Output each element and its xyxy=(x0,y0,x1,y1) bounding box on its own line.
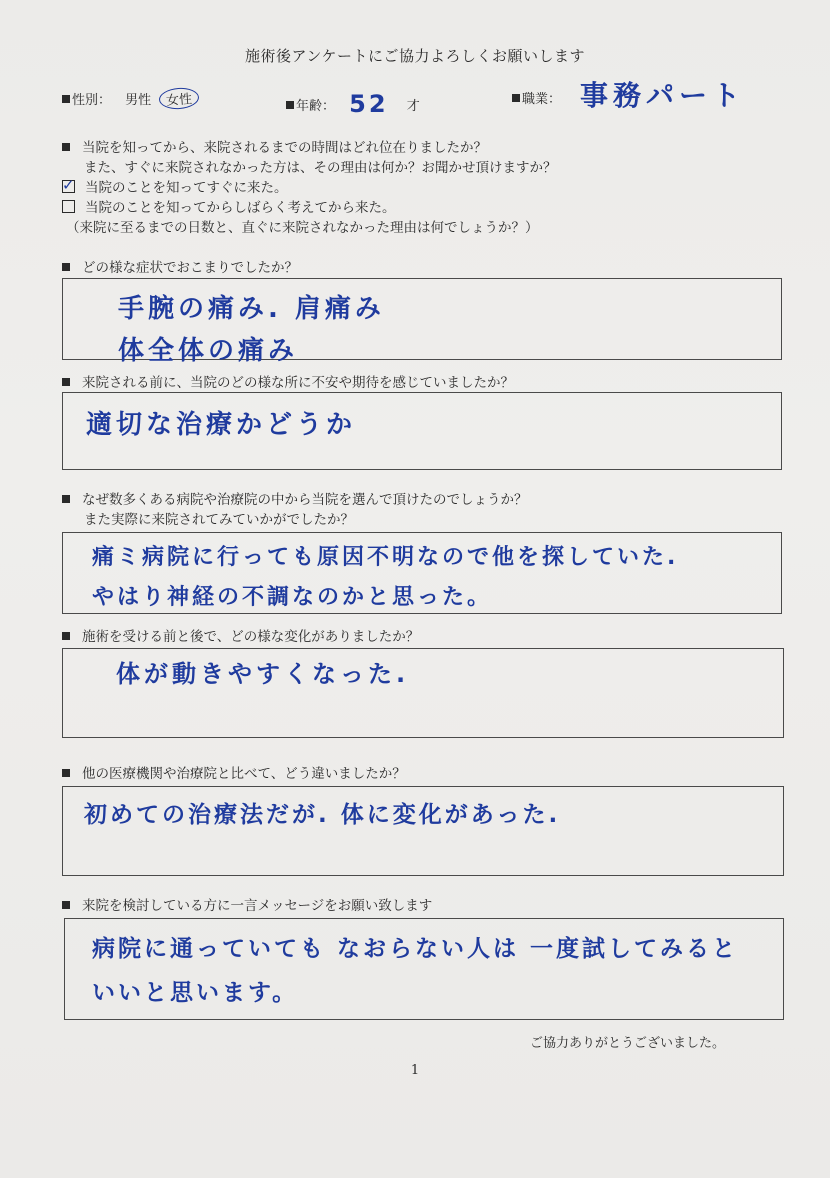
q7-question: 来院を検討している方に一言メッセージをお願い致します xyxy=(82,898,433,914)
bullet-square-icon xyxy=(62,769,70,777)
q5-question: 施術を受ける前と後で、どの様な変化がありましたか？ xyxy=(82,629,420,645)
bullet-square-icon xyxy=(62,901,70,909)
bullet-square-icon xyxy=(62,263,70,271)
q5-answer-line1: 体が動きやすくなった. xyxy=(116,660,410,688)
q2-answer-line1: 手腕の痛み. 肩痛み xyxy=(118,294,385,324)
page-number: 1 xyxy=(410,1063,420,1078)
q4-line2: また実際に来院されてみていかがでしたか？ xyxy=(84,512,354,528)
q1-option2: 当院のことを知ってからしばらく考えてから来た。 xyxy=(85,200,396,216)
q2-question: どの様な症状でおこまりでしたか？ xyxy=(82,260,298,276)
q1-line2: また、すぐに来院されなかった方は、その理由は何か？お聞かせ頂けますか？ xyxy=(84,160,557,176)
question-1 xyxy=(62,138,557,238)
q2-answer-line2: 体全体の痛み xyxy=(118,336,299,366)
q7-answer-line1: 病院に通っていても なおらない人は 一度試してみると xyxy=(92,936,739,962)
question-6 xyxy=(62,764,406,784)
q3-answer-line1: 適切な治療かどうか xyxy=(86,410,357,440)
bullet-square-icon xyxy=(62,632,70,640)
q3-question: 来院される前に、当院のどの様な所に不安や期待を感じていましたか？ xyxy=(82,375,514,391)
bullet-square-icon xyxy=(62,95,70,103)
q1-option1: 当院のことを知ってすぐに来た。 xyxy=(85,180,288,196)
q4-answer-line1: 痛ミ病院に行っても原因不明なので他を探していた. xyxy=(92,545,679,570)
gender-female-circled: 女性 xyxy=(159,87,200,111)
checkbox-unchecked[interactable] xyxy=(62,200,75,213)
q6-question: 他の医療機関や治療院と比べて、どう違いましたか？ xyxy=(82,766,406,782)
age-value: 52 xyxy=(349,90,389,118)
age-unit: 才 xyxy=(406,99,420,114)
question-7 xyxy=(62,896,432,916)
q6-answer-line1: 初めての治療法だが. 体に変化があった. xyxy=(84,802,561,828)
bullet-square-icon xyxy=(62,378,70,386)
question-2 xyxy=(62,258,298,278)
q1-note: （来院に至るまでの日数と、直ぐに来院されなかった理由は何でしょうか？） xyxy=(66,220,539,236)
job-field xyxy=(512,88,561,107)
info-row xyxy=(62,88,199,109)
job-value: 事務パート xyxy=(580,79,746,112)
question-4 xyxy=(62,490,528,530)
bullet-square-icon xyxy=(286,101,294,109)
age-field xyxy=(286,88,420,116)
checkbox-checked[interactable] xyxy=(62,176,75,194)
bullet-square-icon xyxy=(62,143,70,151)
bullet-square-icon xyxy=(512,94,520,102)
job-label: 職業： xyxy=(522,92,562,107)
question-5 xyxy=(62,627,419,647)
age-label: 年齢： xyxy=(296,99,336,114)
q1-line1: 当院を知ってから、来院されるまでの時間はどれ位在りましたか？ xyxy=(82,140,487,156)
thanks-text: ご協力ありがとうございました。 xyxy=(530,1036,726,1051)
checkmark-icon: ✓ xyxy=(62,176,75,194)
survey-title: 施術後アンケートにご協力よろしくお願いします xyxy=(244,47,586,65)
q4-answer-line2: やはり神経の不調なのかと思った。 xyxy=(92,585,493,610)
q7-answer-line2: いいと思います。 xyxy=(92,980,299,1006)
gender-male: 男性 xyxy=(125,93,152,108)
bullet-square-icon xyxy=(62,495,70,503)
question-3 xyxy=(62,373,514,393)
q4-line1: なぜ数多くある病院や治療院の中から当院を選んで頂けたのでしょうか？ xyxy=(82,492,528,508)
gender-label: 性別： xyxy=(72,93,112,108)
